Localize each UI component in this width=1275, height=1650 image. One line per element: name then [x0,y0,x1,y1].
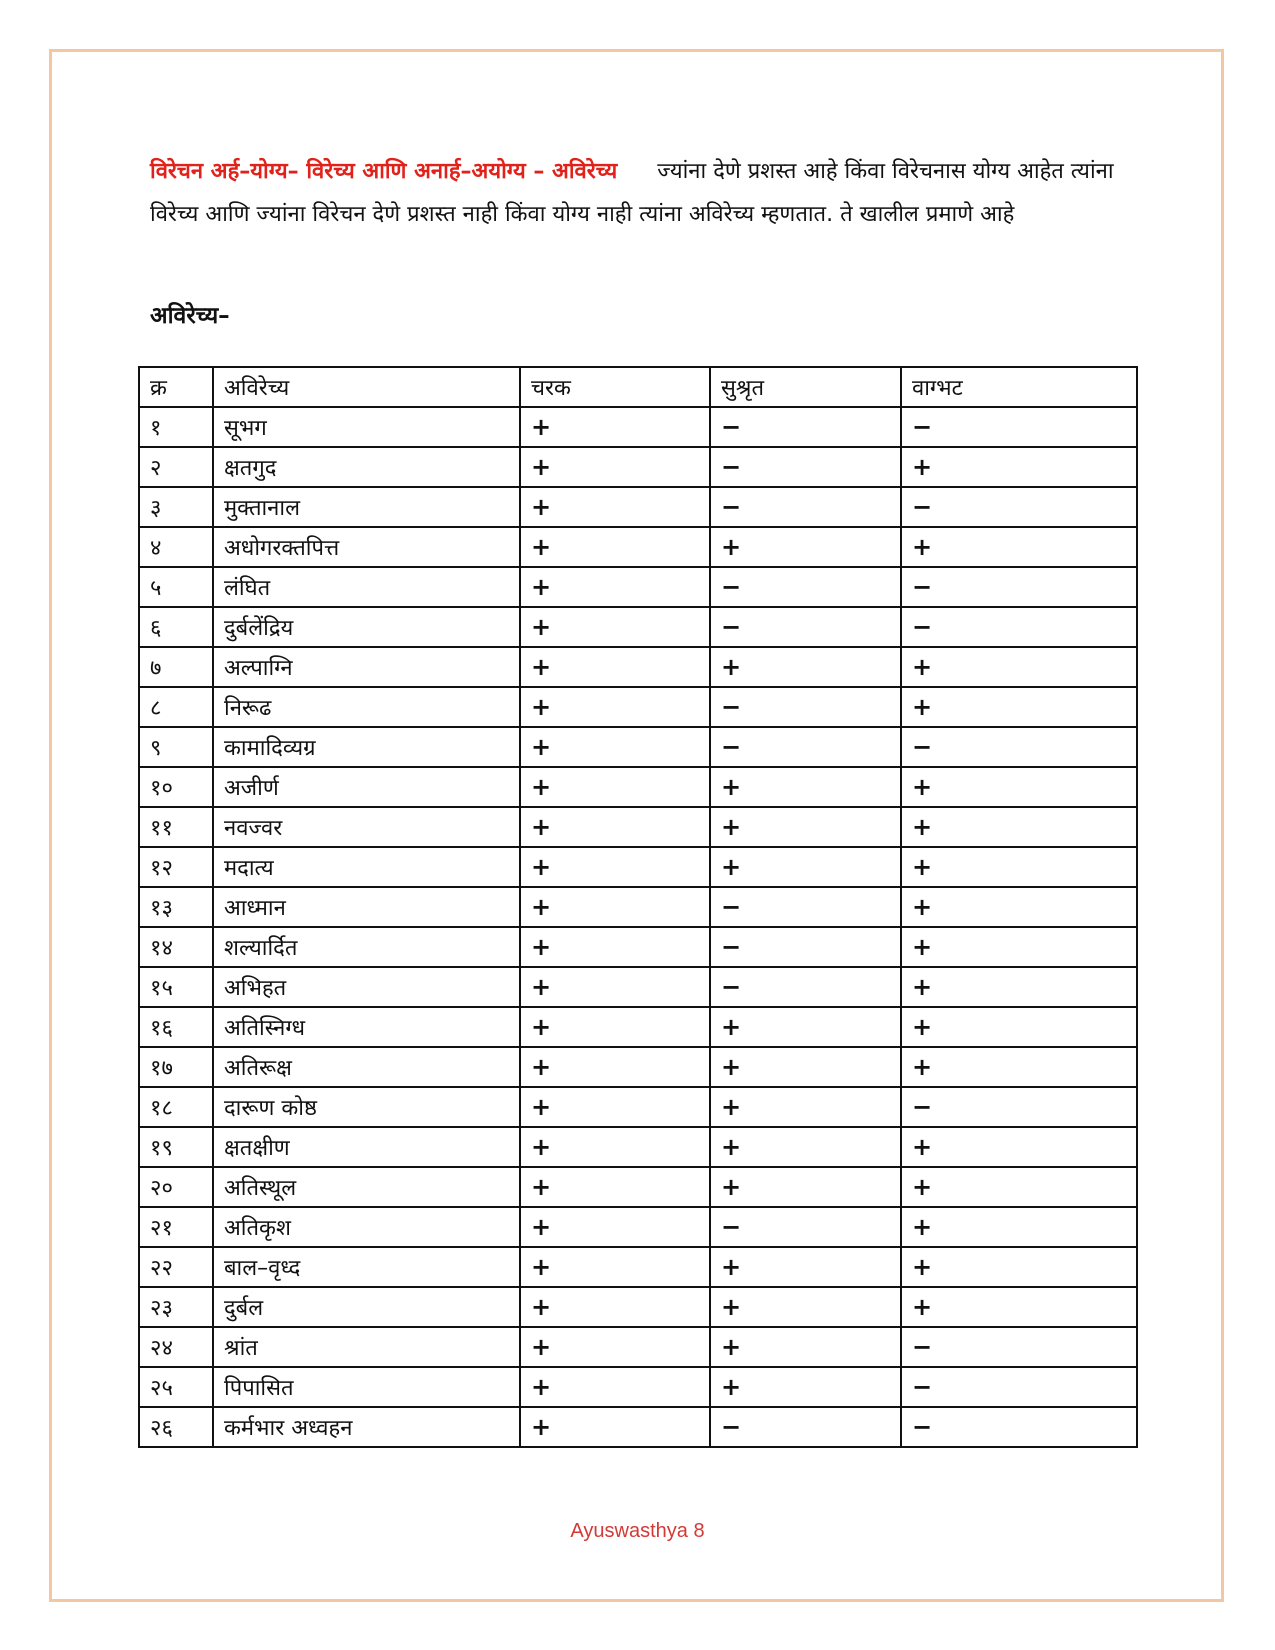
cell-charak: + [520,967,710,1007]
cell-avirechya: बाल–वृध्द [213,1247,520,1287]
cell-charak: + [520,447,710,487]
table-row [139,1367,1137,1407]
cell-vagbhat: + [901,1047,1137,1087]
cell-vagbhat: + [901,1287,1137,1327]
table-row [139,967,1137,1007]
table-row [139,567,1137,607]
cell-charak: + [520,1167,710,1207]
cell-charak: + [520,887,710,927]
intro-paragraph [150,150,1130,236]
cell-avirechya: अतिस्थूल [213,1167,520,1207]
cell-number: १ [139,407,213,447]
cell-vagbhat: + [901,1247,1137,1287]
table-row [139,887,1137,927]
cell-sushrut: + [710,1007,901,1047]
cell-vagbhat: + [901,1167,1137,1207]
table-row [139,1087,1137,1127]
cell-number: ६ [139,607,213,647]
table-row [139,1327,1137,1367]
cell-avirechya: क्षतगुद [213,447,520,487]
cell-sushrut: + [710,527,901,567]
cell-number: ११ [139,807,213,847]
cell-vagbhat: − [901,567,1137,607]
cell-number: १९ [139,1127,213,1167]
cell-charak: + [520,1247,710,1287]
section-title: अविरेच्य– [150,303,230,329]
cell-avirechya: सूभग [213,407,520,447]
cell-sushrut: + [710,847,901,887]
cell-avirechya: अल्पाग्नि [213,647,520,687]
cell-vagbhat: + [901,1007,1137,1047]
cell-number: १२ [139,847,213,887]
cell-number: २ [139,447,213,487]
header-number: क्र [139,367,213,407]
cell-vagbhat: + [901,807,1137,847]
cell-charak: + [520,807,710,847]
table-row [139,927,1137,967]
cell-vagbhat: − [901,727,1137,767]
cell-vagbhat: + [901,767,1137,807]
cell-charak: + [520,847,710,887]
cell-avirechya: शल्यार्दित [213,927,520,967]
cell-avirechya: दुर्बलेंद्रिय [213,607,520,647]
cell-charak: + [520,1327,710,1367]
cell-avirechya: दुर्बल [213,1287,520,1327]
cell-sushrut: − [710,607,901,647]
cell-vagbhat: + [901,527,1137,567]
cell-vagbhat: + [901,687,1137,727]
cell-charak: + [520,567,710,607]
table-row [139,767,1137,807]
cell-vagbhat: − [901,407,1137,447]
cell-sushrut: + [710,1087,901,1127]
cell-vagbhat: − [901,1367,1137,1407]
cell-sushrut: + [710,1167,901,1207]
table-row [139,687,1137,727]
cell-number: ८ [139,687,213,727]
cell-avirechya: अभिहत [213,967,520,1007]
cell-sushrut: + [710,1127,901,1167]
cell-avirechya: दारूण कोष्ठ [213,1087,520,1127]
cell-vagbhat: − [901,607,1137,647]
cell-number: १० [139,767,213,807]
cell-sushrut: + [710,647,901,687]
cell-number: ४ [139,527,213,567]
cell-sushrut: + [710,1327,901,1367]
cell-number: ५ [139,567,213,607]
cell-avirechya: मुक्तानाल [213,487,520,527]
cell-avirechya: अतिकृश [213,1207,520,1247]
cell-avirechya: अतिरूक्ष [213,1047,520,1087]
cell-avirechya: अजीर्ण [213,767,520,807]
cell-number: १६ [139,1007,213,1047]
cell-vagbhat: − [901,1327,1137,1367]
cell-charak: + [520,407,710,447]
cell-vagbhat: + [901,927,1137,967]
table-row [139,527,1137,567]
cell-charak: + [520,687,710,727]
cell-avirechya: मदात्य [213,847,520,887]
table-row [139,1247,1137,1287]
header-vagbhat: वाग्भट [901,367,1137,407]
cell-sushrut: − [710,887,901,927]
cell-number: २० [139,1167,213,1207]
cell-avirechya: पिपासित [213,1367,520,1407]
cell-sushrut: + [710,1247,901,1287]
table-row [139,487,1137,527]
cell-charak: + [520,487,710,527]
table-row [139,407,1137,447]
cell-number: २१ [139,1207,213,1247]
cell-avirechya: निरूढ [213,687,520,727]
table-row [139,607,1137,647]
cell-number: ७ [139,647,213,687]
cell-number: २३ [139,1287,213,1327]
cell-charak: + [520,1007,710,1047]
cell-charak: + [520,1207,710,1247]
cell-charak: + [520,647,710,687]
cell-charak: + [520,607,710,647]
cell-number: १४ [139,927,213,967]
cell-sushrut: + [710,1287,901,1327]
cell-sushrut: + [710,767,901,807]
header-avirechya: अविरेच्य [213,367,520,407]
cell-number: १८ [139,1087,213,1127]
cell-vagbhat: + [901,447,1137,487]
cell-number: २५ [139,1367,213,1407]
table-row [139,1167,1137,1207]
cell-avirechya: आध्मान [213,887,520,927]
cell-sushrut: − [710,567,901,607]
intro-heading: विरेचन अर्ह–योग्य– विरेच्य आणि अनार्ह–अयोग्य – अविरेच्य [150,159,618,184]
table-row [139,1007,1137,1047]
page-footer: Ayuswasthya 8 [570,1520,705,1542]
cell-sushrut: − [710,927,901,967]
table-row [139,1207,1137,1247]
cell-sushrut: − [710,487,901,527]
cell-vagbhat: + [901,847,1137,887]
table-header-row [139,367,1137,407]
cell-sushrut: − [710,727,901,767]
cell-sushrut: − [710,967,901,1007]
cell-vagbhat: + [901,1207,1137,1247]
header-charak: चरक [520,367,710,407]
cell-number: २४ [139,1327,213,1367]
cell-charak: + [520,1407,710,1447]
cell-sushrut: − [710,1407,901,1447]
cell-avirechya: लंघित [213,567,520,607]
cell-vagbhat: + [901,887,1137,927]
cell-sushrut: − [710,1207,901,1247]
table-row [139,647,1137,687]
cell-number: ३ [139,487,213,527]
cell-charak: + [520,1127,710,1167]
cell-vagbhat: + [901,647,1137,687]
table-row [139,1407,1137,1447]
table-row [139,447,1137,487]
cell-sushrut: + [710,1367,901,1407]
cell-number: २६ [139,1407,213,1447]
cell-number: १७ [139,1047,213,1087]
table-row [139,1287,1137,1327]
cell-charak: + [520,727,710,767]
table-row [139,1127,1137,1167]
cell-sushrut: − [710,447,901,487]
intro-text: ज्यांना देणे प्रशस्त आहे किंवा विरेचनास योग्य आहेत त्यांना विरेच्य आणि ज्यांना विरेचन देणे प्रशस्त नाही किंवा योग्य नाही त्यांना अविरेच्य म्हणतात. ते खालील प्रमाणे आहे [150,159,1114,227]
cell-sushrut: + [710,807,901,847]
cell-charak: + [520,1047,710,1087]
cell-sushrut: − [710,687,901,727]
cell-avirechya: क्षतक्षीण [213,1127,520,1167]
cell-avirechya: कर्मभार अध्वहन [213,1407,520,1447]
cell-avirechya: श्रांत [213,1327,520,1367]
table-row [139,847,1137,887]
table-row [139,807,1137,847]
cell-sushrut: + [710,1047,901,1087]
cell-avirechya: नवज्वर [213,807,520,847]
cell-number: १३ [139,887,213,927]
table-row [139,1047,1137,1087]
header-sushrut: सुश्रृत [710,367,901,407]
table-body [139,407,1137,1447]
cell-charak: + [520,1087,710,1127]
cell-charak: + [520,527,710,567]
avirechya-table [138,366,1138,1448]
cell-number: ९ [139,727,213,767]
cell-charak: + [520,927,710,967]
cell-vagbhat: − [901,487,1137,527]
cell-sushrut: − [710,407,901,447]
cell-charak: + [520,1287,710,1327]
cell-vagbhat: + [901,1127,1137,1167]
cell-avirechya: अधोगरक्तपित्त [213,527,520,567]
cell-vagbhat: − [901,1407,1137,1447]
table-row [139,727,1137,767]
cell-avirechya: कामादिव्यग्र [213,727,520,767]
cell-number: १५ [139,967,213,1007]
cell-charak: + [520,1367,710,1407]
cell-number: २२ [139,1247,213,1287]
cell-vagbhat: − [901,1087,1137,1127]
cell-avirechya: अतिस्निग्ध [213,1007,520,1047]
cell-vagbhat: + [901,967,1137,1007]
cell-charak: + [520,767,710,807]
